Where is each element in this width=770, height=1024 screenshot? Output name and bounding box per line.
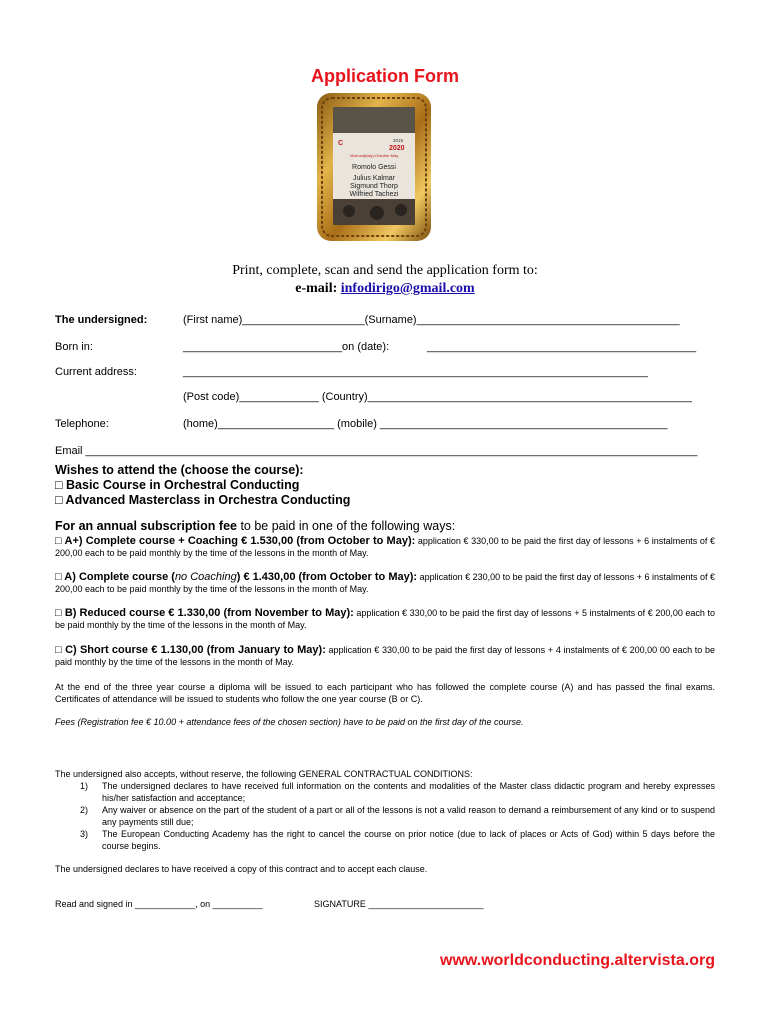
course-option-basic[interactable]: □ Basic Course in Orchestral Conducting <box>55 478 300 492</box>
email-link[interactable]: infodirigo@gmail.com <box>340 281 475 296</box>
poster-name-1: Romolo Gessi <box>352 164 396 171</box>
fee-option-lead: ) € 1.430,00 (from October to May): <box>236 571 418 583</box>
poster-name-4: Wilfried Tachezi <box>349 191 399 198</box>
conditions-intro: The undersigned also accepts, without reserve, the following GENERAL CONTRACTUAL CONDITIONS: <box>55 769 473 779</box>
undersigned-label: The undersigned: <box>55 314 148 326</box>
conditions-list <box>55 780 715 852</box>
fee-heading <box>55 519 455 533</box>
condition-item <box>55 828 715 852</box>
signature-field[interactable]: SIGNATURE _______________________ <box>314 899 484 909</box>
fee-option-text: application € 330,00 to be paid the first day of lessons + 5 instalments of € 200,00 each to be paid monthly by the time of the lessons in the month of May. <box>55 608 715 630</box>
condition-text: The European Conducting Academy has the right to cancel the course on prior notice (due to lack of places or Acts of God) within 5 days before the course begins. <box>102 829 715 851</box>
telephone-fields[interactable]: (home)___________________ (mobile) _______________________________________________ <box>183 418 668 430</box>
fee-heading-rest: to be paid in one of the following ways: <box>236 519 456 533</box>
instructions-line: Print, complete, scan and send the application form to: <box>232 263 538 278</box>
fee-option-lead: □ B) Reduced course € 1.330,00 (from November to May): <box>55 607 354 619</box>
condition-number: 2) <box>79 805 88 815</box>
born-label: Born in: <box>55 341 93 353</box>
fee-option-text: application € 330,00 to be paid the first day of lessons + 4 instalments of € 200,00 00 each to be paid monthly by the time of the lessons in the month of May. <box>55 645 715 667</box>
poster-name-2: Julius Kalmar <box>352 175 396 182</box>
read-signed-field[interactable]: Read and signed in ____________, on __________ <box>55 899 263 909</box>
poster-image <box>317 93 431 241</box>
website-link[interactable]: www.worldconducting.altervista.org <box>440 952 715 969</box>
born-fields[interactable]: __________________________on (date): <box>183 341 390 353</box>
email-field[interactable]: Email ____________________________________________________________________________________________________ <box>55 445 698 457</box>
poster-name-3: Sigmund Thorp <box>350 183 398 190</box>
email-label: e-mail: <box>295 281 341 296</box>
condition-text: Any waiver or absence on the part of the student of a part or all of the lessons is not a valid reason to demand a reimbursement of any kind or to suspend any payments still due; <box>102 805 715 827</box>
page-title: Application Form <box>311 66 459 86</box>
poster-year2: 2020 <box>389 145 405 152</box>
course-option-advanced[interactable]: □ Advanced Masterclass in Orchestra Conducting <box>55 493 351 507</box>
fee-option-a[interactable] <box>55 571 715 595</box>
condition-item <box>55 780 715 804</box>
fee-option-lead: □ C) Short course € 1.130,00 (from January to May): <box>55 644 326 656</box>
name-fields[interactable]: (First name)____________________(Surname)___________________________________________ <box>183 314 680 326</box>
fee-option-lead-italic: no Coaching <box>174 571 237 583</box>
fee-option-lead: □ A) Complete course ( <box>55 571 175 583</box>
fee-option-text: application € 330,00 to be paid the first day of lessons + 6 instalments of € 200,00 each to be paid monthly by the time of the lessons in the month of May. <box>55 536 716 558</box>
condition-number: 1) <box>79 781 88 791</box>
diploma-paragraph: At the end of the three year course a diploma will be issued to each participant who has followed the complete course (A) and has passed the final exams. Certificates of attendance will be issued to students who follow the one year course (B or C). <box>55 682 715 704</box>
address-field[interactable]: ____________________________________________________________________________ <box>183 366 648 378</box>
copy-clause: The undersigned declares to have received a copy of this contract and to accept each clause. <box>55 864 428 874</box>
fees-note: Fees (Registration fee € 10.00 + attendance fees of the chosen section) have to be paid on the first day of the course. <box>55 717 524 727</box>
fee-option-a-plus[interactable] <box>55 535 715 559</box>
fee-option-text: application € 230,00 to be paid the first day of lessons + 6 instalments of € 200,00 each to be paid monthly by the time of the lessons in the month of May. <box>55 572 716 594</box>
instructions-email <box>0 281 770 297</box>
condition-number: 3) <box>79 829 88 839</box>
fee-option-b[interactable] <box>55 607 715 631</box>
condition-text: The undersigned declares to have received full information on the contents and modalities of the Master class didactic program and hereby expresses his/her satisfaction and acceptance; <box>102 781 715 803</box>
svg-text:C: C <box>338 140 344 147</box>
fee-heading-bold: For an annual subscription fee <box>55 519 237 533</box>
born-date-field[interactable]: ____________________________________________ <box>427 341 697 353</box>
condition-item <box>55 804 715 828</box>
poster-place: Vicenza(Italy)-October-May <box>349 153 399 158</box>
telephone-label: Telephone: <box>55 418 109 430</box>
course-heading: Wishes to attend the (choose the course): <box>55 463 304 477</box>
postcode-country-fields[interactable]: (Post code)_____________ (Country)_____________________________________________________ <box>183 391 692 403</box>
poster-year1: 2019 <box>393 138 404 143</box>
address-label: Current address: <box>55 366 137 378</box>
fee-option-lead: □ A+) Complete course + Coaching € 1.530,00 (from October to May): <box>55 535 416 547</box>
fee-option-c[interactable] <box>55 644 715 668</box>
